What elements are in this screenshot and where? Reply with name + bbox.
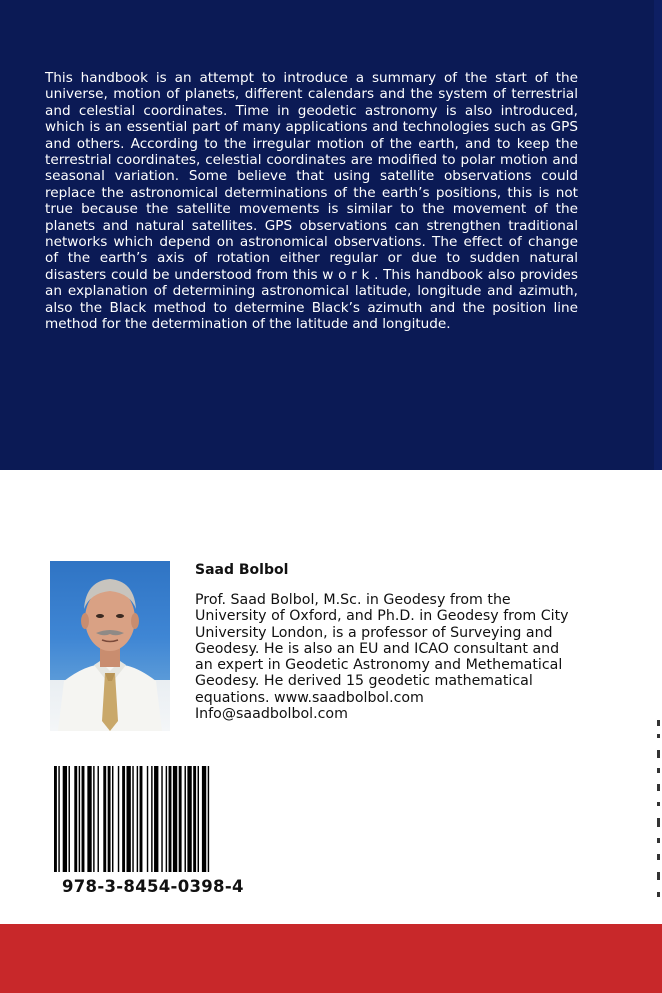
author-biography: Prof. Saad Bolbol, M.Sc. in Geodesy from the University of Oxford, and Ph.D. in Geodesy from City University London, is a professor of Surveying and Geodesy. He is also an EU and ICAO consultant and an expert in Geodetic Astronomy and Methematical Geodesy. He derived 15 geodetic mathematical equations. www.saadbolbol.com Info@saadbolbol.com xyxy=(195,592,569,723)
spine-edge-marks xyxy=(656,720,662,910)
bottom-red-band xyxy=(0,924,662,993)
author-name: Saad Bolbol xyxy=(195,562,289,578)
spine-edge xyxy=(654,0,662,470)
barcode-bars xyxy=(54,766,250,874)
book-description: This handbook is an attempt to introduce a summary of the start of the universe, motion of planets, different calendars and the system of terrestrial and celestial coordinates. Time in geodetic astronomy is also introduced, which is an essential part of many applications and technologies such as GPS and others. According to the irregular motion of the earth, and to keep the terrestrial coordinates, celestial coordinates are modified to polar motion and seasonal variation. Some believe that using satellite observations could replace the astronomical determinations of the earth’s positions, this is not true because the satellite movements is similar to the movement of the planets and natural satellites. GPS observations can strengthen traditional networks which depend on astronomical observations. The effect of change of the earth’s axis of rotation either regular or due to sudden natural disasters could be understood from this w o r k . This handbook also provides an explanation of determining astronomical latitude, longitude and azimuth, also the Black method to determine Black’s azimuth and the position line method for the determination of the latitude and longitude. xyxy=(45,70,578,333)
author-portrait-image xyxy=(50,561,170,731)
isbn-number: 978-3-8454-0398-4 xyxy=(62,877,244,896)
author-photo xyxy=(50,561,170,731)
top-blue-band xyxy=(0,0,662,470)
